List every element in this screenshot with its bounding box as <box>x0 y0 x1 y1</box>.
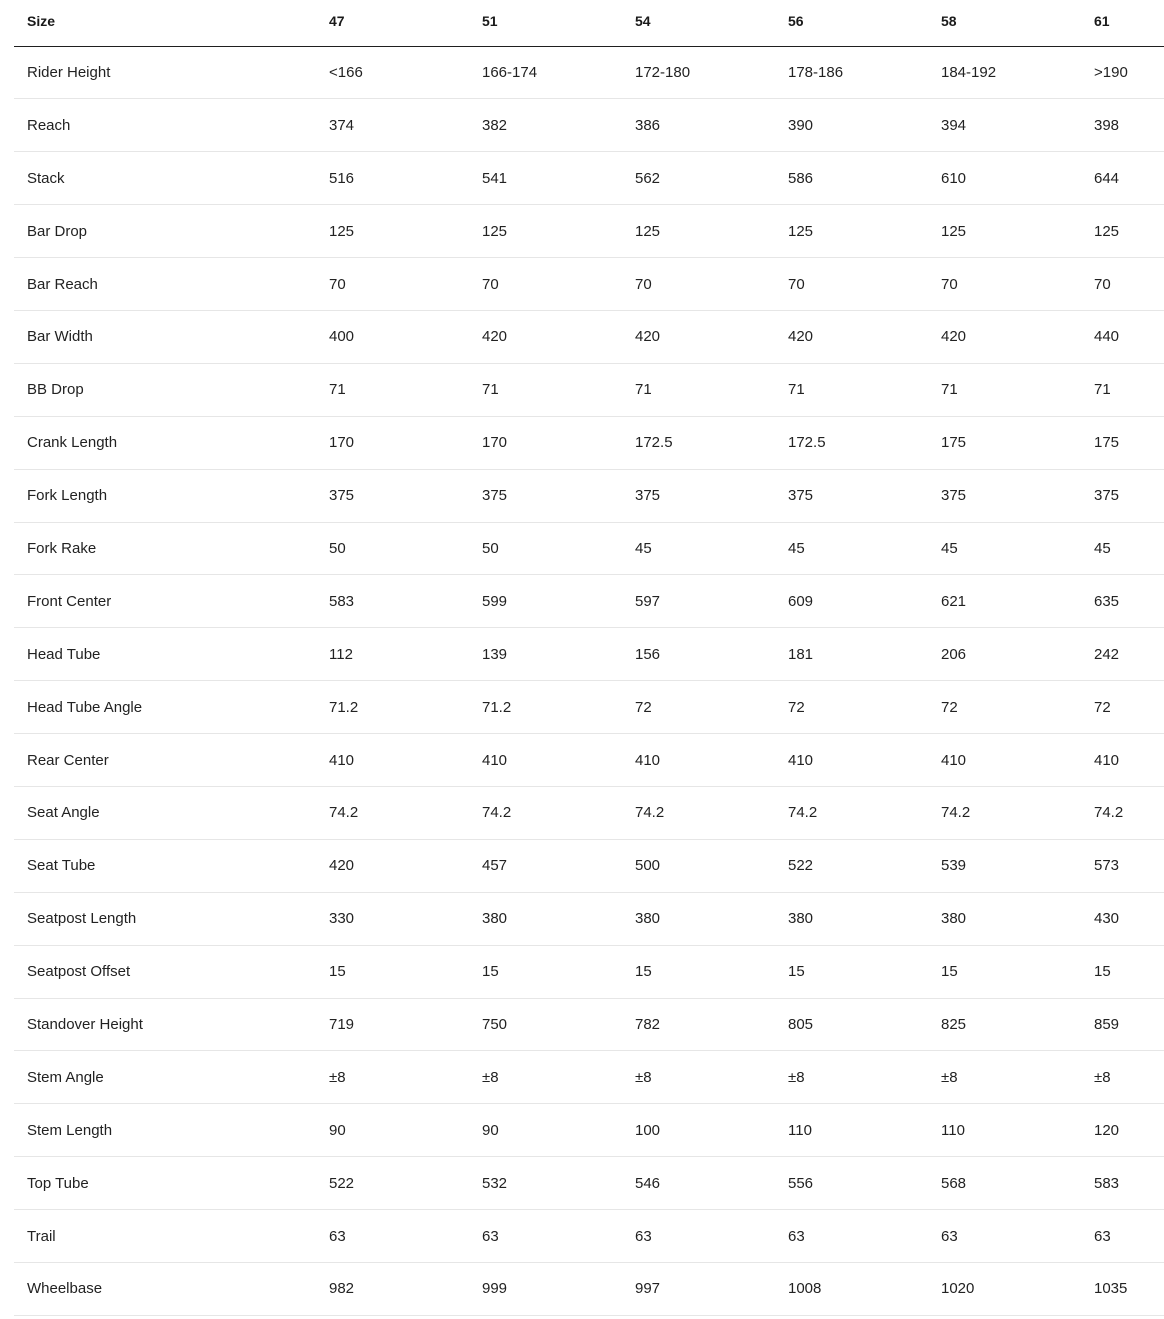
cell-crank-length-size-61: 175 <box>1094 416 1164 469</box>
cell-bar-drop-size-51: 125 <box>482 205 635 258</box>
cell-top-tube-size-51: 532 <box>482 1157 635 1210</box>
cell-rider-height-size-54: 172-180 <box>635 46 788 99</box>
cell-wheelbase-size-56: 1008 <box>788 1262 941 1315</box>
table-row-standover-height <box>14 998 1164 1051</box>
cell-bar-drop-size-56: 125 <box>788 205 941 258</box>
cell-seat-tube-size-47: 420 <box>329 839 482 892</box>
cell-seatpost-offset-size-51: 15 <box>482 945 635 998</box>
cell-head-tube-size-56: 181 <box>788 628 941 681</box>
table-row-head-tube-angle <box>14 681 1164 734</box>
cell-crank-length-size-51: 170 <box>482 416 635 469</box>
cell-front-center-size-47: 583 <box>329 575 482 628</box>
cell-stem-length-size-51: 90 <box>482 1104 635 1157</box>
cell-bb-drop-size-56: 71 <box>788 363 941 416</box>
cell-stem-length-size-58: 110 <box>941 1104 1094 1157</box>
row-label: Top Tube <box>14 1157 329 1210</box>
cell-seat-tube-size-51: 457 <box>482 839 635 892</box>
row-label: BB Drop <box>14 363 329 416</box>
cell-stack-size-61: 644 <box>1094 152 1164 205</box>
cell-rear-center-size-54: 410 <box>635 734 788 787</box>
cell-bar-width-size-51: 420 <box>482 310 635 363</box>
cell-bb-drop-size-51: 71 <box>482 363 635 416</box>
cell-stem-angle-size-61: ±8 <box>1094 1051 1164 1104</box>
cell-reach-size-61: 398 <box>1094 99 1164 152</box>
cell-seat-tube-size-61: 573 <box>1094 839 1164 892</box>
header-size-label: Size <box>14 0 329 46</box>
row-label: Head Tube Angle <box>14 681 329 734</box>
cell-rider-height-size-51: 166-174 <box>482 46 635 99</box>
cell-top-tube-size-54: 546 <box>635 1157 788 1210</box>
cell-standover-height-size-47: 719 <box>329 998 482 1051</box>
header-row <box>14 0 1164 46</box>
cell-top-tube-size-58: 568 <box>941 1157 1094 1210</box>
cell-fork-rake-size-56: 45 <box>788 522 941 575</box>
cell-fork-length-size-51: 375 <box>482 469 635 522</box>
cell-reach-size-54: 386 <box>635 99 788 152</box>
cell-reach-size-51: 382 <box>482 99 635 152</box>
cell-crank-length-size-56: 172.5 <box>788 416 941 469</box>
cell-head-tube-size-61: 242 <box>1094 628 1164 681</box>
row-label: Fork Length <box>14 469 329 522</box>
cell-head-tube-size-47: 112 <box>329 628 482 681</box>
table-row-stem-length <box>14 1104 1164 1157</box>
cell-stem-angle-size-47: ±8 <box>329 1051 482 1104</box>
cell-fork-rake-size-47: 50 <box>329 522 482 575</box>
cell-bar-width-size-47: 400 <box>329 310 482 363</box>
row-label: Seat Angle <box>14 786 329 839</box>
cell-front-center-size-56: 609 <box>788 575 941 628</box>
table-row-wheelbase <box>14 1262 1164 1315</box>
cell-fork-length-size-47: 375 <box>329 469 482 522</box>
geometry-table-header <box>14 0 1164 46</box>
cell-fork-length-size-58: 375 <box>941 469 1094 522</box>
table-row-front-center <box>14 575 1164 628</box>
cell-bar-width-size-54: 420 <box>635 310 788 363</box>
table-row-top-tube <box>14 1157 1164 1210</box>
cell-standover-height-size-51: 750 <box>482 998 635 1051</box>
table-row-fork-rake <box>14 522 1164 575</box>
cell-head-tube-size-58: 206 <box>941 628 1094 681</box>
cell-stack-size-56: 586 <box>788 152 941 205</box>
cell-seatpost-length-size-54: 380 <box>635 892 788 945</box>
table-row-seat-angle <box>14 786 1164 839</box>
cell-seat-tube-size-56: 522 <box>788 839 941 892</box>
cell-bar-width-size-61: 440 <box>1094 310 1164 363</box>
cell-stem-length-size-61: 120 <box>1094 1104 1164 1157</box>
cell-wheelbase-size-61: 1035 <box>1094 1262 1164 1315</box>
row-label: Stack <box>14 152 329 205</box>
cell-wheelbase-size-58: 1020 <box>941 1262 1094 1315</box>
row-label: Bar Drop <box>14 205 329 258</box>
cell-head-tube-angle-size-54: 72 <box>635 681 788 734</box>
geometry-table <box>14 0 1164 1316</box>
cell-front-center-size-61: 635 <box>1094 575 1164 628</box>
cell-seatpost-length-size-56: 380 <box>788 892 941 945</box>
row-label: Stem Angle <box>14 1051 329 1104</box>
row-label: Standover Height <box>14 998 329 1051</box>
cell-fork-length-size-56: 375 <box>788 469 941 522</box>
cell-bb-drop-size-47: 71 <box>329 363 482 416</box>
cell-standover-height-size-61: 859 <box>1094 998 1164 1051</box>
cell-wheelbase-size-51: 999 <box>482 1262 635 1315</box>
cell-rear-center-size-58: 410 <box>941 734 1094 787</box>
cell-bar-reach-size-51: 70 <box>482 258 635 311</box>
cell-stem-length-size-47: 90 <box>329 1104 482 1157</box>
row-label: Stem Length <box>14 1104 329 1157</box>
cell-wheelbase-size-54: 997 <box>635 1262 788 1315</box>
cell-head-tube-angle-size-61: 72 <box>1094 681 1164 734</box>
cell-stack-size-51: 541 <box>482 152 635 205</box>
cell-bar-reach-size-58: 70 <box>941 258 1094 311</box>
cell-standover-height-size-58: 825 <box>941 998 1094 1051</box>
cell-bar-reach-size-54: 70 <box>635 258 788 311</box>
row-label: Seatpost Length <box>14 892 329 945</box>
row-label: Bar Width <box>14 310 329 363</box>
cell-head-tube-size-51: 139 <box>482 628 635 681</box>
cell-fork-rake-size-61: 45 <box>1094 522 1164 575</box>
row-label: Wheelbase <box>14 1262 329 1315</box>
cell-stack-size-58: 610 <box>941 152 1094 205</box>
cell-rider-height-size-56: 178-186 <box>788 46 941 99</box>
header-size-54: 54 <box>635 0 788 46</box>
cell-seatpost-offset-size-56: 15 <box>788 945 941 998</box>
cell-head-tube-angle-size-51: 71.2 <box>482 681 635 734</box>
cell-bar-drop-size-47: 125 <box>329 205 482 258</box>
cell-stem-angle-size-56: ±8 <box>788 1051 941 1104</box>
table-row-bar-reach <box>14 258 1164 311</box>
table-row-stem-angle <box>14 1051 1164 1104</box>
table-row-head-tube <box>14 628 1164 681</box>
cell-trail-size-58: 63 <box>941 1210 1094 1263</box>
cell-stack-size-47: 516 <box>329 152 482 205</box>
cell-fork-length-size-54: 375 <box>635 469 788 522</box>
cell-rider-height-size-47: <166 <box>329 46 482 99</box>
table-row-bar-drop <box>14 205 1164 258</box>
table-row-rear-center <box>14 734 1164 787</box>
cell-fork-rake-size-51: 50 <box>482 522 635 575</box>
header-size-47: 47 <box>329 0 482 46</box>
cell-trail-size-56: 63 <box>788 1210 941 1263</box>
cell-seat-angle-size-51: 74.2 <box>482 786 635 839</box>
cell-seatpost-length-size-47: 330 <box>329 892 482 945</box>
cell-seat-tube-size-54: 500 <box>635 839 788 892</box>
cell-crank-length-size-47: 170 <box>329 416 482 469</box>
header-size-61: 61 <box>1094 0 1164 46</box>
cell-seat-angle-size-56: 74.2 <box>788 786 941 839</box>
cell-front-center-size-58: 621 <box>941 575 1094 628</box>
cell-head-tube-angle-size-47: 71.2 <box>329 681 482 734</box>
cell-seat-angle-size-54: 74.2 <box>635 786 788 839</box>
cell-head-tube-angle-size-56: 72 <box>788 681 941 734</box>
table-row-fork-length <box>14 469 1164 522</box>
cell-top-tube-size-56: 556 <box>788 1157 941 1210</box>
cell-seat-angle-size-58: 74.2 <box>941 786 1094 839</box>
header-size-51: 51 <box>482 0 635 46</box>
table-row-bar-width <box>14 310 1164 363</box>
cell-stem-angle-size-58: ±8 <box>941 1051 1094 1104</box>
row-label: Seatpost Offset <box>14 945 329 998</box>
cell-crank-length-size-58: 175 <box>941 416 1094 469</box>
cell-reach-size-58: 394 <box>941 99 1094 152</box>
row-label: Fork Rake <box>14 522 329 575</box>
row-label: Crank Length <box>14 416 329 469</box>
cell-bar-reach-size-47: 70 <box>329 258 482 311</box>
cell-standover-height-size-56: 805 <box>788 998 941 1051</box>
cell-seatpost-length-size-51: 380 <box>482 892 635 945</box>
row-label: Seat Tube <box>14 839 329 892</box>
row-label: Trail <box>14 1210 329 1263</box>
cell-rear-center-size-47: 410 <box>329 734 482 787</box>
cell-wheelbase-size-47: 982 <box>329 1262 482 1315</box>
cell-seatpost-offset-size-61: 15 <box>1094 945 1164 998</box>
cell-trail-size-61: 63 <box>1094 1210 1164 1263</box>
table-row-seatpost-length <box>14 892 1164 945</box>
cell-front-center-size-54: 597 <box>635 575 788 628</box>
cell-seatpost-length-size-58: 380 <box>941 892 1094 945</box>
header-size-56: 56 <box>788 0 941 46</box>
cell-stack-size-54: 562 <box>635 152 788 205</box>
table-row-rider-height <box>14 46 1164 99</box>
cell-bb-drop-size-61: 71 <box>1094 363 1164 416</box>
cell-stem-angle-size-54: ±8 <box>635 1051 788 1104</box>
row-label: Rider Height <box>14 46 329 99</box>
table-row-bb-drop <box>14 363 1164 416</box>
cell-seatpost-offset-size-54: 15 <box>635 945 788 998</box>
cell-bb-drop-size-54: 71 <box>635 363 788 416</box>
cell-fork-length-size-61: 375 <box>1094 469 1164 522</box>
cell-seatpost-offset-size-47: 15 <box>329 945 482 998</box>
cell-stem-angle-size-51: ±8 <box>482 1051 635 1104</box>
cell-standover-height-size-54: 782 <box>635 998 788 1051</box>
row-label: Bar Reach <box>14 258 329 311</box>
cell-bar-drop-size-58: 125 <box>941 205 1094 258</box>
cell-crank-length-size-54: 172.5 <box>635 416 788 469</box>
table-row-stack <box>14 152 1164 205</box>
cell-front-center-size-51: 599 <box>482 575 635 628</box>
cell-stem-length-size-56: 110 <box>788 1104 941 1157</box>
cell-fork-rake-size-54: 45 <box>635 522 788 575</box>
cell-rear-center-size-56: 410 <box>788 734 941 787</box>
cell-seat-tube-size-58: 539 <box>941 839 1094 892</box>
row-label: Head Tube <box>14 628 329 681</box>
table-row-seat-tube <box>14 839 1164 892</box>
row-label: Front Center <box>14 575 329 628</box>
table-row-reach <box>14 99 1164 152</box>
cell-reach-size-47: 374 <box>329 99 482 152</box>
cell-trail-size-47: 63 <box>329 1210 482 1263</box>
cell-seatpost-offset-size-58: 15 <box>941 945 1094 998</box>
cell-bar-reach-size-56: 70 <box>788 258 941 311</box>
cell-rear-center-size-51: 410 <box>482 734 635 787</box>
cell-rider-height-size-61: >190 <box>1094 46 1164 99</box>
cell-trail-size-54: 63 <box>635 1210 788 1263</box>
cell-reach-size-56: 390 <box>788 99 941 152</box>
cell-rider-height-size-58: 184-192 <box>941 46 1094 99</box>
table-row-seatpost-offset <box>14 945 1164 998</box>
cell-top-tube-size-47: 522 <box>329 1157 482 1210</box>
cell-bar-reach-size-61: 70 <box>1094 258 1164 311</box>
cell-bb-drop-size-58: 71 <box>941 363 1094 416</box>
cell-head-tube-size-54: 156 <box>635 628 788 681</box>
row-label: Reach <box>14 99 329 152</box>
cell-top-tube-size-61: 583 <box>1094 1157 1164 1210</box>
header-size-58: 58 <box>941 0 1094 46</box>
geometry-table-body <box>14 46 1164 1315</box>
cell-bar-drop-size-54: 125 <box>635 205 788 258</box>
table-row-crank-length <box>14 416 1164 469</box>
cell-seat-angle-size-61: 74.2 <box>1094 786 1164 839</box>
cell-rear-center-size-61: 410 <box>1094 734 1164 787</box>
cell-bar-drop-size-61: 125 <box>1094 205 1164 258</box>
cell-seat-angle-size-47: 74.2 <box>329 786 482 839</box>
cell-trail-size-51: 63 <box>482 1210 635 1263</box>
cell-head-tube-angle-size-58: 72 <box>941 681 1094 734</box>
cell-seatpost-length-size-61: 430 <box>1094 892 1164 945</box>
cell-bar-width-size-58: 420 <box>941 310 1094 363</box>
row-label: Rear Center <box>14 734 329 787</box>
table-row-trail <box>14 1210 1164 1263</box>
cell-fork-rake-size-58: 45 <box>941 522 1094 575</box>
cell-bar-width-size-56: 420 <box>788 310 941 363</box>
cell-stem-length-size-54: 100 <box>635 1104 788 1157</box>
